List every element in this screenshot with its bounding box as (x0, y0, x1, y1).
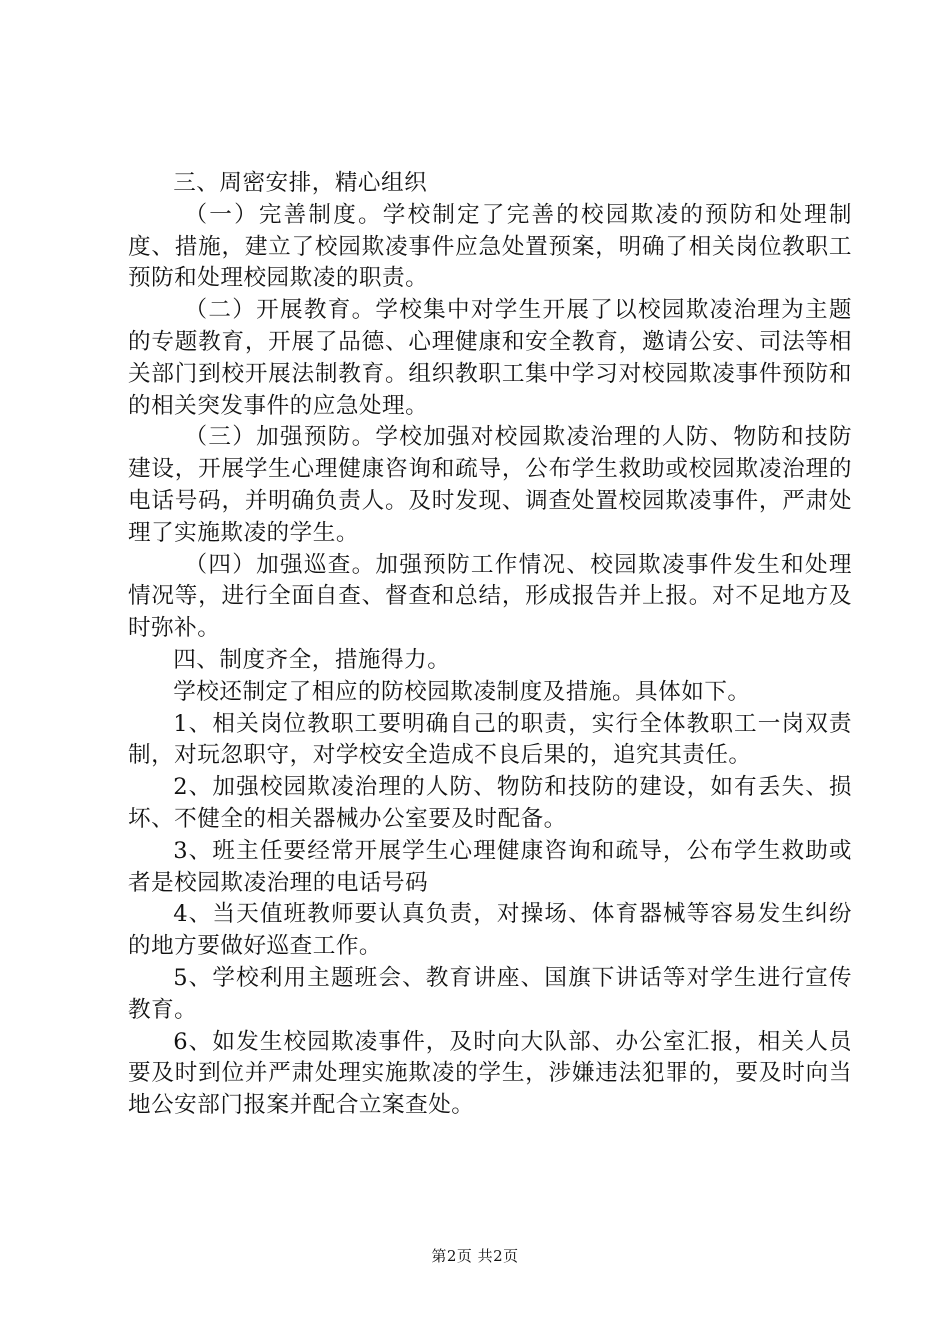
paragraph-inspection: （四）加强巡查。加强预防工作情况、校园欺凌事件发生和处理情况等，进行全面自查、督查和总结，形成报告并上报。对不足地方及时弥补。 (128, 551, 852, 642)
paragraph-measures-intro: 学校还制定了相应的防校园欺凌制度及措施。具体如下。 (173, 678, 751, 705)
paragraph-education: （二）开展教育。学校集中对学生开展了以校园欺凌治理为主题的专题教育，开展了品德、心理健康和安全教育，邀请公安、司法等相关部门到校开展法制教育。组织教职工集中学习对校园欺凌事件预防和的相关突发事件的应急处理。 (128, 297, 852, 419)
section-heading-3: 三、周密安排，精心组织 (173, 170, 428, 196)
section-heading-4: 四、制度齐全，措施得力。 (173, 646, 451, 673)
paragraph-prevention: （三）加强预防。学校加强对校园欺凌治理的人防、物防和技防建设，开展学生心理健康咨询和疏导，公布学生救助或校园欺凌治理的电话号码，并明确负责人。及时发现、调查处置校园欺凌事件，严肃处理了实施欺凌的学生。 (128, 424, 852, 546)
document-body (128, 168, 852, 1122)
list-item-6: 6、如发生校园欺凌事件，及时向大队部、办公室汇报，相关人员要及时到位并严肃处理实施欺凌的学生，涉嫌违法犯罪的，要及时向当地公安部门报案并配合立案查处。 (128, 1028, 852, 1119)
page-number-footer: 第2页 共2页 (431, 1247, 519, 1265)
list-item-1: 1、相关岗位教职工要明确自己的职责，实行全体教职工一岗双责制，对玩忽职守，对学校安全造成不良后果的，追究其责任。 (128, 710, 852, 769)
list-item-4: 4、当天值班教师要认真负责，对操场、体育器械等容易发生纠纷的地方要做好巡查工作。 (128, 901, 852, 960)
list-item-2: 2、加强校园欺凌治理的人防、物防和技防的建设，如有丢失、损坏、不健全的相关器械办公室要及时配备。 (128, 774, 852, 832)
list-item-5: 5、学校利用主题班会、教育讲座、国旗下讲话等对学生进行宣传教育。 (128, 964, 852, 1023)
paragraph-improve-system: （一）完善制度。学校制定了完善的校园欺凌的预防和处理制度、措施，建立了校园欺凌事件应急处置预案，明确了相关岗位教职工预防和处理校园欺凌的职责。 (128, 201, 852, 292)
list-item-3: 3、班主任要经常开展学生心理健康咨询和疏导，公布学生救助或者是校园欺凌治理的电话号码 (128, 837, 852, 896)
